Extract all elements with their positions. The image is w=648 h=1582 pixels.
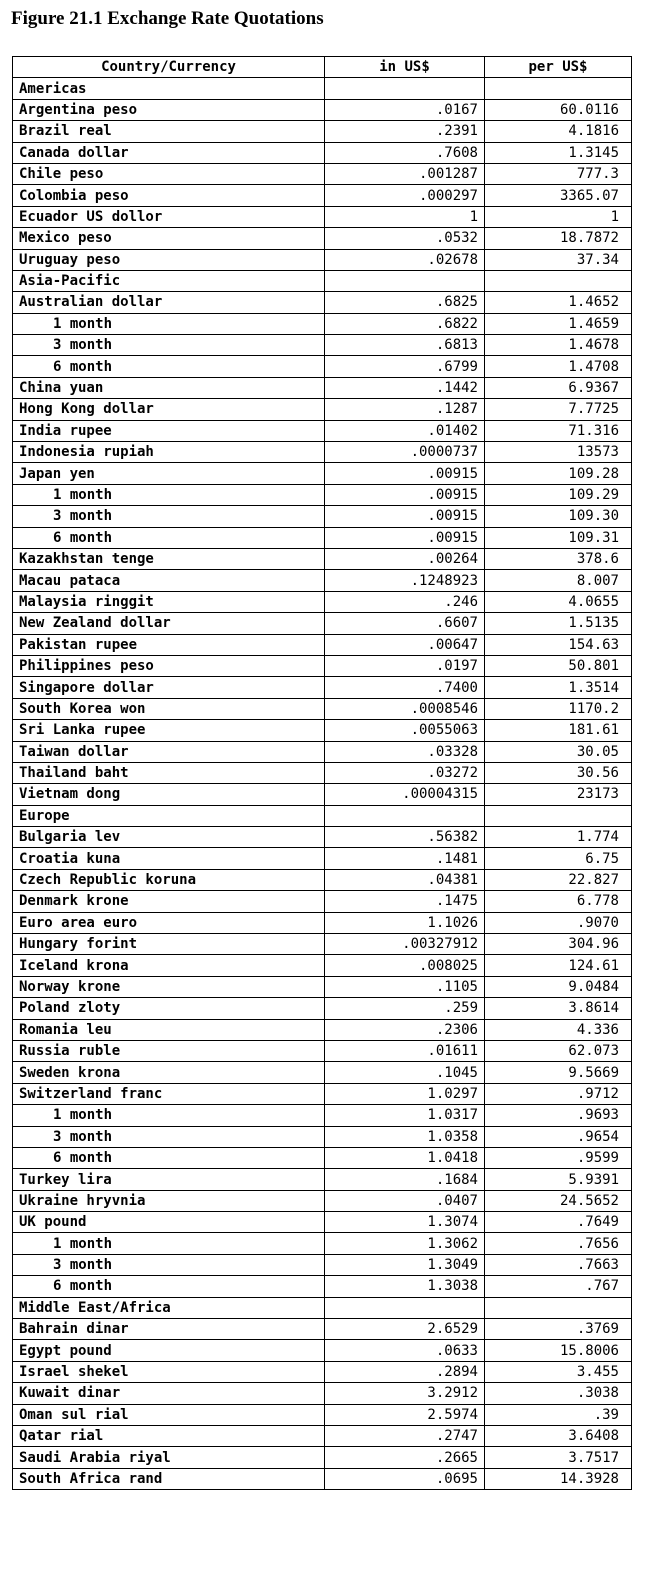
per-usd-cell: 109.31 bbox=[485, 527, 632, 548]
table-row bbox=[13, 1169, 632, 1190]
per-usd-cell: 60.0116 bbox=[485, 99, 632, 120]
forward-rate-row bbox=[13, 1233, 632, 1254]
in-usd-cell: 1.0418 bbox=[325, 1147, 485, 1168]
per-usd-cell: .9599 bbox=[485, 1147, 632, 1168]
table-header-row bbox=[13, 57, 632, 78]
per-usd-cell: .767 bbox=[485, 1276, 632, 1297]
in-usd-cell: .2665 bbox=[325, 1447, 485, 1468]
currency-name-cell: Croatia kuna bbox=[13, 848, 325, 869]
forward-rate-row bbox=[13, 1254, 632, 1275]
empty-cell bbox=[485, 78, 632, 99]
per-usd-cell: 13573 bbox=[485, 442, 632, 463]
forward-rate-row bbox=[13, 1126, 632, 1147]
per-usd-cell: 1.774 bbox=[485, 827, 632, 848]
table-row bbox=[13, 142, 632, 163]
table-row bbox=[13, 249, 632, 270]
currency-name-cell: Czech Republic koruna bbox=[13, 869, 325, 890]
currency-name-cell: Pakistan rupee bbox=[13, 634, 325, 655]
currency-name-cell: 1 month bbox=[13, 484, 325, 505]
currency-name-cell: Vietnam dong bbox=[13, 784, 325, 805]
table-row bbox=[13, 955, 632, 976]
in-usd-cell: .0407 bbox=[325, 1190, 485, 1211]
per-usd-cell: 9.0484 bbox=[485, 976, 632, 997]
section-label: Europe bbox=[13, 805, 325, 826]
per-usd-cell: 3.7517 bbox=[485, 1447, 632, 1468]
currency-name-cell: Macau pataca bbox=[13, 570, 325, 591]
in-usd-cell: 3.2912 bbox=[325, 1383, 485, 1404]
per-usd-cell: 181.61 bbox=[485, 720, 632, 741]
currency-name-cell: Indonesia rupiah bbox=[13, 442, 325, 463]
currency-name-cell: South Korea won bbox=[13, 698, 325, 719]
currency-name-cell: 6 month bbox=[13, 527, 325, 548]
per-usd-cell: 378.6 bbox=[485, 548, 632, 569]
per-usd-cell: .9654 bbox=[485, 1126, 632, 1147]
currency-name-cell: Ecuador US dollor bbox=[13, 206, 325, 227]
in-usd-cell: .000297 bbox=[325, 185, 485, 206]
in-usd-cell: 1.3049 bbox=[325, 1254, 485, 1275]
table-row bbox=[13, 1404, 632, 1425]
in-usd-cell: .00915 bbox=[325, 463, 485, 484]
in-usd-cell: 2.5974 bbox=[325, 1404, 485, 1425]
forward-rate-row bbox=[13, 356, 632, 377]
currency-name-cell: Argentina peso bbox=[13, 99, 325, 120]
section-label: Middle East/Africa bbox=[13, 1297, 325, 1318]
in-usd-cell: .0695 bbox=[325, 1468, 485, 1489]
per-usd-cell: 62.073 bbox=[485, 1040, 632, 1061]
table-row bbox=[13, 1040, 632, 1061]
table-row bbox=[13, 420, 632, 441]
per-usd-cell: 6.75 bbox=[485, 848, 632, 869]
in-usd-cell: 1.0358 bbox=[325, 1126, 485, 1147]
empty-cell bbox=[325, 1297, 485, 1318]
currency-name-cell: 1 month bbox=[13, 1105, 325, 1126]
table-row bbox=[13, 912, 632, 933]
per-usd-cell: 4.336 bbox=[485, 1019, 632, 1040]
in-usd-cell: 1.0297 bbox=[325, 1083, 485, 1104]
forward-rate-row bbox=[13, 484, 632, 505]
table-row bbox=[13, 677, 632, 698]
per-usd-cell: 124.61 bbox=[485, 955, 632, 976]
forward-rate-row bbox=[13, 1276, 632, 1297]
currency-name-cell: 6 month bbox=[13, 1276, 325, 1297]
currency-name-cell: Mexico peso bbox=[13, 228, 325, 249]
currency-name-cell: China yuan bbox=[13, 377, 325, 398]
currency-name-cell: Poland zloty bbox=[13, 998, 325, 1019]
table-row bbox=[13, 1383, 632, 1404]
currency-name-cell: Colombia peso bbox=[13, 185, 325, 206]
currency-name-cell: Australian dollar bbox=[13, 292, 325, 313]
in-usd-cell: .1684 bbox=[325, 1169, 485, 1190]
table-row bbox=[13, 762, 632, 783]
in-usd-cell: 1.1026 bbox=[325, 912, 485, 933]
currency-name-cell: UK pound bbox=[13, 1212, 325, 1233]
in-usd-cell: .0055063 bbox=[325, 720, 485, 741]
empty-cell bbox=[325, 805, 485, 826]
in-usd-cell: .1287 bbox=[325, 399, 485, 420]
in-usd-cell: .00915 bbox=[325, 527, 485, 548]
in-usd-cell: .6822 bbox=[325, 313, 485, 334]
per-usd-cell: 15.8006 bbox=[485, 1340, 632, 1361]
per-usd-cell: 8.007 bbox=[485, 570, 632, 591]
per-usd-cell: .3769 bbox=[485, 1319, 632, 1340]
in-usd-cell: .001287 bbox=[325, 163, 485, 184]
currency-name-cell: Denmark krone bbox=[13, 891, 325, 912]
currency-name-cell: Bulgaria lev bbox=[13, 827, 325, 848]
in-usd-cell: .02678 bbox=[325, 249, 485, 270]
per-usd-cell: 1 bbox=[485, 206, 632, 227]
currency-name-cell: Saudi Arabia riyal bbox=[13, 1447, 325, 1468]
forward-rate-row bbox=[13, 506, 632, 527]
table-row bbox=[13, 548, 632, 569]
per-usd-cell: 109.28 bbox=[485, 463, 632, 484]
per-usd-cell: 3.8614 bbox=[485, 998, 632, 1019]
currency-name-cell: 3 month bbox=[13, 506, 325, 527]
per-usd-cell: .7663 bbox=[485, 1254, 632, 1275]
per-usd-cell: 109.30 bbox=[485, 506, 632, 527]
table-row bbox=[13, 1212, 632, 1233]
per-usd-cell: 154.63 bbox=[485, 634, 632, 655]
per-usd-cell: 37.34 bbox=[485, 249, 632, 270]
per-usd-cell: 1.4652 bbox=[485, 292, 632, 313]
in-usd-cell: .1442 bbox=[325, 377, 485, 398]
forward-rate-row bbox=[13, 335, 632, 356]
in-usd-cell: .1105 bbox=[325, 976, 485, 997]
per-usd-cell: .3038 bbox=[485, 1383, 632, 1404]
in-usd-cell: .259 bbox=[325, 998, 485, 1019]
table-row bbox=[13, 163, 632, 184]
in-usd-cell: 1.3038 bbox=[325, 1276, 485, 1297]
currency-name-cell: 1 month bbox=[13, 313, 325, 334]
in-usd-cell: .246 bbox=[325, 591, 485, 612]
table-row bbox=[13, 1190, 632, 1211]
table-row bbox=[13, 99, 632, 120]
currency-name-cell: India rupee bbox=[13, 420, 325, 441]
in-usd-cell: .0167 bbox=[325, 99, 485, 120]
currency-name-cell: 6 month bbox=[13, 356, 325, 377]
table-row bbox=[13, 1062, 632, 1083]
table-row bbox=[13, 891, 632, 912]
currency-name-cell: Norway krone bbox=[13, 976, 325, 997]
table-row bbox=[13, 698, 632, 719]
header-per-usd: per US$ bbox=[485, 57, 632, 78]
table-row bbox=[13, 1319, 632, 1340]
currency-name-cell: Chile peso bbox=[13, 163, 325, 184]
table-row bbox=[13, 399, 632, 420]
in-usd-cell: .00647 bbox=[325, 634, 485, 655]
per-usd-cell: .7656 bbox=[485, 1233, 632, 1254]
in-usd-cell: .00004315 bbox=[325, 784, 485, 805]
table-row bbox=[13, 741, 632, 762]
currency-name-cell: Canada dollar bbox=[13, 142, 325, 163]
per-usd-cell: 6.778 bbox=[485, 891, 632, 912]
per-usd-cell: 1.4708 bbox=[485, 356, 632, 377]
table-row bbox=[13, 613, 632, 634]
currency-name-cell: Brazil real bbox=[13, 121, 325, 142]
per-usd-cell: 1.4678 bbox=[485, 335, 632, 356]
table-row bbox=[13, 442, 632, 463]
per-usd-cell: 7.7725 bbox=[485, 399, 632, 420]
in-usd-cell: .03272 bbox=[325, 762, 485, 783]
in-usd-cell: .1248923 bbox=[325, 570, 485, 591]
in-usd-cell: .0008546 bbox=[325, 698, 485, 719]
per-usd-cell: 1.3145 bbox=[485, 142, 632, 163]
in-usd-cell: .6799 bbox=[325, 356, 485, 377]
per-usd-cell: 6.9367 bbox=[485, 377, 632, 398]
figure-title: Figure 21.1 Exchange Rate Quotations bbox=[11, 8, 324, 29]
table-row bbox=[13, 827, 632, 848]
currency-name-cell: Uruguay peso bbox=[13, 249, 325, 270]
table-row bbox=[13, 720, 632, 741]
per-usd-cell: 304.96 bbox=[485, 934, 632, 955]
table-row bbox=[13, 976, 632, 997]
table-section-row bbox=[13, 78, 632, 99]
forward-rate-row bbox=[13, 1105, 632, 1126]
in-usd-cell: .6813 bbox=[325, 335, 485, 356]
per-usd-cell: 9.5669 bbox=[485, 1062, 632, 1083]
header-country-currency: Country/Currency bbox=[13, 57, 325, 78]
in-usd-cell: .008025 bbox=[325, 955, 485, 976]
currency-name-cell: 3 month bbox=[13, 1254, 325, 1275]
table-row bbox=[13, 634, 632, 655]
table-row bbox=[13, 228, 632, 249]
currency-name-cell: Qatar rial bbox=[13, 1426, 325, 1447]
per-usd-cell: 777.3 bbox=[485, 163, 632, 184]
per-usd-cell: .9693 bbox=[485, 1105, 632, 1126]
currency-name-cell: Oman sul rial bbox=[13, 1404, 325, 1425]
currency-name-cell: Israel shekel bbox=[13, 1361, 325, 1382]
header-in-usd: in US$ bbox=[325, 57, 485, 78]
currency-name-cell: Hong Kong dollar bbox=[13, 399, 325, 420]
in-usd-cell: 1.0317 bbox=[325, 1105, 485, 1126]
forward-rate-row bbox=[13, 527, 632, 548]
table-row bbox=[13, 570, 632, 591]
in-usd-cell: .7608 bbox=[325, 142, 485, 163]
currency-name-cell: Switzerland franc bbox=[13, 1083, 325, 1104]
table-row bbox=[13, 292, 632, 313]
empty-cell bbox=[485, 805, 632, 826]
section-label: Asia-Pacific bbox=[13, 270, 325, 291]
currency-name-cell: Romania leu bbox=[13, 1019, 325, 1040]
table-row bbox=[13, 591, 632, 612]
in-usd-cell: .1475 bbox=[325, 891, 485, 912]
per-usd-cell: .39 bbox=[485, 1404, 632, 1425]
currency-name-cell: Egypt pound bbox=[13, 1340, 325, 1361]
forward-rate-row bbox=[13, 1147, 632, 1168]
in-usd-cell: .04381 bbox=[325, 869, 485, 890]
per-usd-cell: 3.6408 bbox=[485, 1426, 632, 1447]
per-usd-cell: 5.9391 bbox=[485, 1169, 632, 1190]
empty-cell bbox=[485, 1297, 632, 1318]
per-usd-cell: 3.455 bbox=[485, 1361, 632, 1382]
empty-cell bbox=[325, 270, 485, 291]
table-row bbox=[13, 1083, 632, 1104]
currency-name-cell: Singapore dollar bbox=[13, 677, 325, 698]
table-section-row bbox=[13, 1297, 632, 1318]
per-usd-cell: 1.5135 bbox=[485, 613, 632, 634]
table-body bbox=[13, 78, 632, 1490]
per-usd-cell: 30.56 bbox=[485, 762, 632, 783]
table-row bbox=[13, 206, 632, 227]
currency-name-cell: Sweden krona bbox=[13, 1062, 325, 1083]
table-row bbox=[13, 869, 632, 890]
per-usd-cell: 24.5652 bbox=[485, 1190, 632, 1211]
table-row bbox=[13, 998, 632, 1019]
in-usd-cell: .0197 bbox=[325, 655, 485, 676]
per-usd-cell: 4.0655 bbox=[485, 591, 632, 612]
currency-name-cell: 6 month bbox=[13, 1147, 325, 1168]
currency-name-cell: South Africa rand bbox=[13, 1468, 325, 1489]
per-usd-cell: .9712 bbox=[485, 1083, 632, 1104]
in-usd-cell: 1.3074 bbox=[325, 1212, 485, 1233]
per-usd-cell: 1.4659 bbox=[485, 313, 632, 334]
in-usd-cell: .00327912 bbox=[325, 934, 485, 955]
table-row bbox=[13, 655, 632, 676]
table-row bbox=[13, 121, 632, 142]
currency-name-cell: 3 month bbox=[13, 1126, 325, 1147]
per-usd-cell: 3365.07 bbox=[485, 185, 632, 206]
in-usd-cell: .2306 bbox=[325, 1019, 485, 1040]
currency-name-cell: Japan yen bbox=[13, 463, 325, 484]
table-row bbox=[13, 463, 632, 484]
currency-name-cell: Philippines peso bbox=[13, 655, 325, 676]
currency-name-cell: Hungary forint bbox=[13, 934, 325, 955]
in-usd-cell: .6825 bbox=[325, 292, 485, 313]
forward-rate-row bbox=[13, 313, 632, 334]
currency-name-cell: Euro area euro bbox=[13, 912, 325, 933]
in-usd-cell: .00915 bbox=[325, 484, 485, 505]
table-section-row bbox=[13, 805, 632, 826]
table-row bbox=[13, 848, 632, 869]
in-usd-cell: 1.3062 bbox=[325, 1233, 485, 1254]
table-row bbox=[13, 1361, 632, 1382]
table-row bbox=[13, 1468, 632, 1489]
currency-name-cell: Russia ruble bbox=[13, 1040, 325, 1061]
per-usd-cell: 14.3928 bbox=[485, 1468, 632, 1489]
in-usd-cell: .56382 bbox=[325, 827, 485, 848]
per-usd-cell: .9070 bbox=[485, 912, 632, 933]
in-usd-cell: .6607 bbox=[325, 613, 485, 634]
in-usd-cell: .01402 bbox=[325, 420, 485, 441]
per-usd-cell: 1170.2 bbox=[485, 698, 632, 719]
in-usd-cell: .2391 bbox=[325, 121, 485, 142]
table-row bbox=[13, 1426, 632, 1447]
per-usd-cell: .7649 bbox=[485, 1212, 632, 1233]
per-usd-cell: 18.7872 bbox=[485, 228, 632, 249]
in-usd-cell: .2894 bbox=[325, 1361, 485, 1382]
per-usd-cell: 71.316 bbox=[485, 420, 632, 441]
section-label: Americas bbox=[13, 78, 325, 99]
per-usd-cell: 22.827 bbox=[485, 869, 632, 890]
table-section-row bbox=[13, 270, 632, 291]
currency-name-cell: Thailand baht bbox=[13, 762, 325, 783]
per-usd-cell: 4.1816 bbox=[485, 121, 632, 142]
currency-name-cell: 1 month bbox=[13, 1233, 325, 1254]
in-usd-cell: 2.6529 bbox=[325, 1319, 485, 1340]
currency-name-cell: Kuwait dinar bbox=[13, 1383, 325, 1404]
currency-name-cell: New Zealand dollar bbox=[13, 613, 325, 634]
table-row bbox=[13, 1447, 632, 1468]
empty-cell bbox=[325, 78, 485, 99]
currency-name-cell: Turkey lira bbox=[13, 1169, 325, 1190]
in-usd-cell: .0000737 bbox=[325, 442, 485, 463]
in-usd-cell: .0532 bbox=[325, 228, 485, 249]
in-usd-cell: .00264 bbox=[325, 548, 485, 569]
currency-name-cell: Sri Lanka rupee bbox=[13, 720, 325, 741]
empty-cell bbox=[485, 270, 632, 291]
in-usd-cell: .2747 bbox=[325, 1426, 485, 1447]
in-usd-cell: .0633 bbox=[325, 1340, 485, 1361]
currency-name-cell: Iceland krona bbox=[13, 955, 325, 976]
in-usd-cell: .00915 bbox=[325, 506, 485, 527]
table-row bbox=[13, 377, 632, 398]
exchange-rate-table bbox=[12, 56, 632, 1490]
table-row bbox=[13, 784, 632, 805]
in-usd-cell: .1481 bbox=[325, 848, 485, 869]
per-usd-cell: 1.3514 bbox=[485, 677, 632, 698]
in-usd-cell: 1 bbox=[325, 206, 485, 227]
in-usd-cell: .7400 bbox=[325, 677, 485, 698]
currency-name-cell: 3 month bbox=[13, 335, 325, 356]
per-usd-cell: 30.05 bbox=[485, 741, 632, 762]
currency-name-cell: Ukraine hryvnia bbox=[13, 1190, 325, 1211]
currency-name-cell: Taiwan dollar bbox=[13, 741, 325, 762]
per-usd-cell: 109.29 bbox=[485, 484, 632, 505]
per-usd-cell: 50.801 bbox=[485, 655, 632, 676]
in-usd-cell: .1045 bbox=[325, 1062, 485, 1083]
per-usd-cell: 23173 bbox=[485, 784, 632, 805]
table-row bbox=[13, 1019, 632, 1040]
table-row bbox=[13, 934, 632, 955]
in-usd-cell: .01611 bbox=[325, 1040, 485, 1061]
in-usd-cell: .03328 bbox=[325, 741, 485, 762]
currency-name-cell: Kazakhstan tenge bbox=[13, 548, 325, 569]
table-row bbox=[13, 185, 632, 206]
currency-name-cell: Bahrain dinar bbox=[13, 1319, 325, 1340]
currency-name-cell: Malaysia ringgit bbox=[13, 591, 325, 612]
table-row bbox=[13, 1340, 632, 1361]
